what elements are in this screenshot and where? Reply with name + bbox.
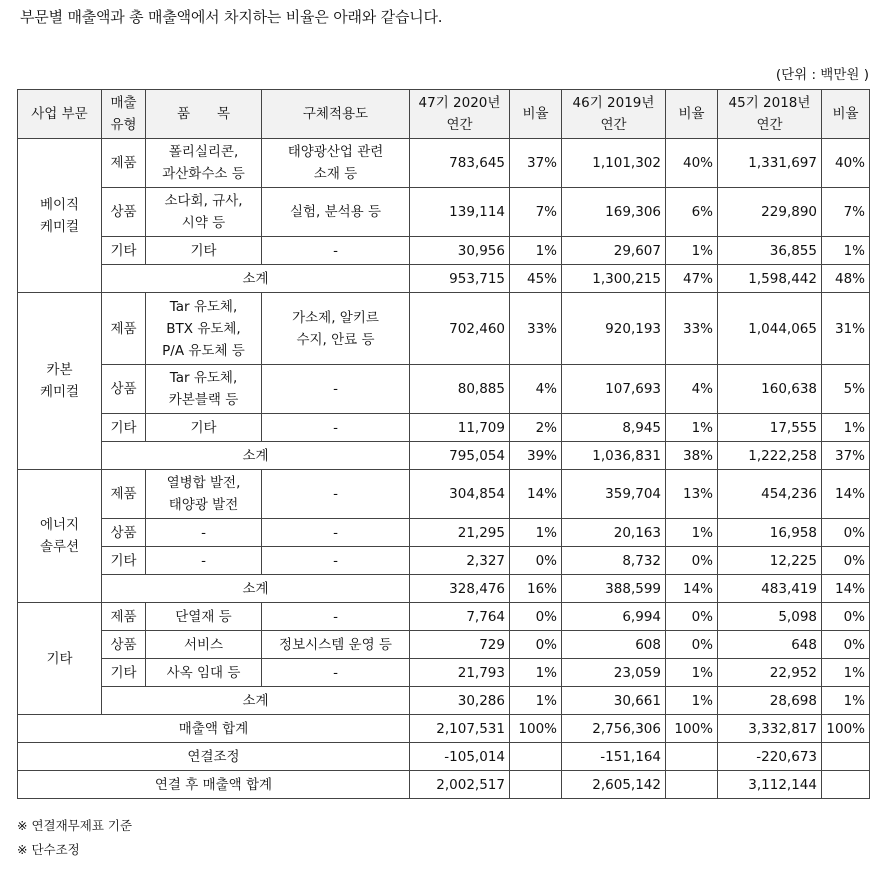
total-v2019: 2,756,306 bbox=[562, 715, 666, 743]
value-r2018: 5% bbox=[822, 365, 870, 414]
value-r2018: 14% bbox=[822, 470, 870, 519]
value-r2020: 0% bbox=[510, 603, 562, 631]
division-name: 기타 bbox=[18, 603, 102, 715]
table-row bbox=[18, 547, 870, 575]
sales-type: 제품 bbox=[102, 470, 146, 519]
subtotal-v2018: 483,419 bbox=[718, 575, 822, 603]
value-v2019: 359,704 bbox=[562, 470, 666, 519]
subtotal-v2018: 1,598,442 bbox=[718, 265, 822, 293]
value-r2018: 0% bbox=[822, 631, 870, 659]
value-r2019: 6% bbox=[666, 188, 718, 237]
subtotal-r2020: 39% bbox=[510, 442, 562, 470]
usage: 정보시스템 운영 등 bbox=[262, 631, 410, 659]
value-v2020: 2,327 bbox=[410, 547, 510, 575]
value-v2018: 22,952 bbox=[718, 659, 822, 687]
total-r2019 bbox=[666, 771, 718, 799]
value-r2020: 1% bbox=[510, 659, 562, 687]
value-v2018: 16,958 bbox=[718, 519, 822, 547]
value-r2019: 1% bbox=[666, 414, 718, 442]
total-v2018: 3,112,144 bbox=[718, 771, 822, 799]
usage: - bbox=[262, 365, 410, 414]
header-item: 품 목 bbox=[146, 90, 262, 139]
subtotal-row bbox=[18, 265, 870, 293]
value-v2019: 23,059 bbox=[562, 659, 666, 687]
sales-type: 기타 bbox=[102, 659, 146, 687]
value-r2020: 14% bbox=[510, 470, 562, 519]
header-2020: 47기 2020년 연간 bbox=[410, 90, 510, 139]
value-v2020: 7,764 bbox=[410, 603, 510, 631]
value-r2018: 0% bbox=[822, 519, 870, 547]
usage: - bbox=[262, 414, 410, 442]
value-v2018: 648 bbox=[718, 631, 822, 659]
item-name: 사옥 임대 등 bbox=[146, 659, 262, 687]
value-r2020: 1% bbox=[510, 237, 562, 265]
total-row bbox=[18, 743, 870, 771]
value-v2019: 29,607 bbox=[562, 237, 666, 265]
subtotal-row bbox=[18, 687, 870, 715]
value-r2019: 4% bbox=[666, 365, 718, 414]
item-name: - bbox=[146, 547, 262, 575]
usage: - bbox=[262, 603, 410, 631]
value-r2019: 13% bbox=[666, 470, 718, 519]
table-row bbox=[18, 293, 870, 365]
total-v2020: -105,014 bbox=[410, 743, 510, 771]
header-ratio-2018: 비율 bbox=[822, 90, 870, 139]
item-name: Tar 유도체, 카본블랙 등 bbox=[146, 365, 262, 414]
division-name: 베이직 케미컬 bbox=[18, 139, 102, 293]
header-ratio-2019: 비율 bbox=[666, 90, 718, 139]
table-row bbox=[18, 365, 870, 414]
sales-type: 상품 bbox=[102, 631, 146, 659]
item-name: 기타 bbox=[146, 237, 262, 265]
value-r2020: 0% bbox=[510, 547, 562, 575]
total-r2020 bbox=[510, 771, 562, 799]
sales-type: 상품 bbox=[102, 188, 146, 237]
total-v2020: 2,107,531 bbox=[410, 715, 510, 743]
subtotal-r2018: 1% bbox=[822, 687, 870, 715]
total-r2019 bbox=[666, 743, 718, 771]
total-row bbox=[18, 715, 870, 743]
value-r2020: 1% bbox=[510, 519, 562, 547]
item-name: 폴리실리콘, 과산화수소 등 bbox=[146, 139, 262, 188]
sales-type: 상품 bbox=[102, 365, 146, 414]
division-name: 에너지 솔루션 bbox=[18, 470, 102, 603]
table-row bbox=[18, 603, 870, 631]
subtotal-r2018: 14% bbox=[822, 575, 870, 603]
usage: - bbox=[262, 547, 410, 575]
sales-type: 제품 bbox=[102, 603, 146, 631]
subtotal-row bbox=[18, 575, 870, 603]
total-r2019: 100% bbox=[666, 715, 718, 743]
value-v2018: 17,555 bbox=[718, 414, 822, 442]
table-body bbox=[18, 139, 870, 799]
table-row bbox=[18, 519, 870, 547]
subtotal-label: 소계 bbox=[102, 265, 410, 293]
value-v2020: 11,709 bbox=[410, 414, 510, 442]
value-v2019: 1,101,302 bbox=[562, 139, 666, 188]
usage: - bbox=[262, 470, 410, 519]
value-r2018: 7% bbox=[822, 188, 870, 237]
value-v2020: 21,793 bbox=[410, 659, 510, 687]
value-r2020: 0% bbox=[510, 631, 562, 659]
division-name: 카본 케미컬 bbox=[18, 293, 102, 470]
value-v2020: 139,114 bbox=[410, 188, 510, 237]
value-r2020: 2% bbox=[510, 414, 562, 442]
total-r2018: 100% bbox=[822, 715, 870, 743]
value-v2020: 30,956 bbox=[410, 237, 510, 265]
value-r2018: 0% bbox=[822, 603, 870, 631]
value-v2019: 608 bbox=[562, 631, 666, 659]
item-name: 소다회, 규사, 시약 등 bbox=[146, 188, 262, 237]
item-name: 서비스 bbox=[146, 631, 262, 659]
subtotal-r2020: 16% bbox=[510, 575, 562, 603]
value-v2018: 5,098 bbox=[718, 603, 822, 631]
value-v2019: 8,732 bbox=[562, 547, 666, 575]
subtotal-label: 소계 bbox=[102, 687, 410, 715]
value-r2018: 1% bbox=[822, 659, 870, 687]
subtotal-v2019: 30,661 bbox=[562, 687, 666, 715]
value-r2019: 0% bbox=[666, 603, 718, 631]
value-v2019: 6,994 bbox=[562, 603, 666, 631]
value-r2020: 37% bbox=[510, 139, 562, 188]
subtotal-label: 소계 bbox=[102, 575, 410, 603]
sales-type: 기타 bbox=[102, 414, 146, 442]
usage: - bbox=[262, 237, 410, 265]
subtotal-v2020: 953,715 bbox=[410, 265, 510, 293]
sales-type: 제품 bbox=[102, 293, 146, 365]
total-v2020: 2,002,517 bbox=[410, 771, 510, 799]
value-v2020: 783,645 bbox=[410, 139, 510, 188]
header-row bbox=[18, 90, 870, 139]
total-r2018 bbox=[822, 743, 870, 771]
usage: - bbox=[262, 659, 410, 687]
value-v2020: 729 bbox=[410, 631, 510, 659]
value-r2018: 0% bbox=[822, 547, 870, 575]
subtotal-v2018: 1,222,258 bbox=[718, 442, 822, 470]
value-r2019: 33% bbox=[666, 293, 718, 365]
subtotal-v2020: 30,286 bbox=[410, 687, 510, 715]
sales-by-division-table bbox=[17, 89, 870, 799]
value-r2019: 1% bbox=[666, 519, 718, 547]
value-v2020: 304,854 bbox=[410, 470, 510, 519]
subtotal-v2020: 328,476 bbox=[410, 575, 510, 603]
note-consolidated: ※ 연결재무제표 기준 bbox=[17, 818, 133, 833]
header-sales-type: 매출 유형 bbox=[102, 90, 146, 139]
table-row bbox=[18, 237, 870, 265]
header-ratio-2020: 비율 bbox=[510, 90, 562, 139]
sales-type: 기타 bbox=[102, 547, 146, 575]
value-v2020: 80,885 bbox=[410, 365, 510, 414]
value-v2019: 920,193 bbox=[562, 293, 666, 365]
total-v2019: 2,605,142 bbox=[562, 771, 666, 799]
item-name: Tar 유도체, BTX 유도체, P/A 유도체 등 bbox=[146, 293, 262, 365]
value-r2020: 33% bbox=[510, 293, 562, 365]
table-row bbox=[18, 414, 870, 442]
value-v2018: 1,331,697 bbox=[718, 139, 822, 188]
value-r2020: 4% bbox=[510, 365, 562, 414]
table-row bbox=[18, 631, 870, 659]
total-v2019: -151,164 bbox=[562, 743, 666, 771]
table-row bbox=[18, 470, 870, 519]
value-v2019: 8,945 bbox=[562, 414, 666, 442]
usage: - bbox=[262, 519, 410, 547]
subtotal-r2020: 1% bbox=[510, 687, 562, 715]
value-v2020: 702,460 bbox=[410, 293, 510, 365]
sales-type: 상품 bbox=[102, 519, 146, 547]
usage: 가소제, 알키르 수지, 안료 등 bbox=[262, 293, 410, 365]
subtotal-r2018: 48% bbox=[822, 265, 870, 293]
item-name: 열병합 발전, 태양광 발전 bbox=[146, 470, 262, 519]
value-r2019: 0% bbox=[666, 631, 718, 659]
subtotal-r2019: 14% bbox=[666, 575, 718, 603]
subtotal-r2019: 1% bbox=[666, 687, 718, 715]
sales-type: 제품 bbox=[102, 139, 146, 188]
subtotal-r2019: 38% bbox=[666, 442, 718, 470]
subtotal-r2018: 37% bbox=[822, 442, 870, 470]
subtotal-row bbox=[18, 442, 870, 470]
subtotal-v2019: 388,599 bbox=[562, 575, 666, 603]
value-r2018: 1% bbox=[822, 414, 870, 442]
table-row bbox=[18, 139, 870, 188]
table-row bbox=[18, 659, 870, 687]
value-v2018: 36,855 bbox=[718, 237, 822, 265]
total-label: 연결조정 bbox=[18, 743, 410, 771]
value-v2018: 454,236 bbox=[718, 470, 822, 519]
subtotal-r2019: 47% bbox=[666, 265, 718, 293]
value-v2020: 21,295 bbox=[410, 519, 510, 547]
value-r2020: 7% bbox=[510, 188, 562, 237]
note-rounding: ※ 단수조정 bbox=[17, 842, 80, 857]
usage: 실험, 분석용 등 bbox=[262, 188, 410, 237]
total-row bbox=[18, 771, 870, 799]
value-r2018: 1% bbox=[822, 237, 870, 265]
subtotal-label: 소계 bbox=[102, 442, 410, 470]
subtotal-v2019: 1,036,831 bbox=[562, 442, 666, 470]
total-label: 연결 후 매출액 합계 bbox=[18, 771, 410, 799]
value-r2019: 1% bbox=[666, 659, 718, 687]
unit-label: (단위 : 백만원 ) bbox=[775, 67, 869, 83]
total-label: 매출액 합계 bbox=[18, 715, 410, 743]
total-r2020 bbox=[510, 743, 562, 771]
item-name: 단열재 등 bbox=[146, 603, 262, 631]
subtotal-v2019: 1,300,215 bbox=[562, 265, 666, 293]
value-r2018: 31% bbox=[822, 293, 870, 365]
total-v2018: -220,673 bbox=[718, 743, 822, 771]
value-v2018: 229,890 bbox=[718, 188, 822, 237]
value-v2019: 20,163 bbox=[562, 519, 666, 547]
subtotal-r2020: 45% bbox=[510, 265, 562, 293]
value-v2019: 169,306 bbox=[562, 188, 666, 237]
item-name: - bbox=[146, 519, 262, 547]
value-r2018: 40% bbox=[822, 139, 870, 188]
value-v2018: 160,638 bbox=[718, 365, 822, 414]
value-r2019: 40% bbox=[666, 139, 718, 188]
header-2018: 45기 2018년 연간 bbox=[718, 90, 822, 139]
item-name: 기타 bbox=[146, 414, 262, 442]
header-division: 사업 부문 bbox=[18, 90, 102, 139]
value-v2018: 1,044,065 bbox=[718, 293, 822, 365]
header-usage: 구체적용도 bbox=[262, 90, 410, 139]
value-r2019: 1% bbox=[666, 237, 718, 265]
total-r2018 bbox=[822, 771, 870, 799]
page-heading: 부문별 매출액과 총 매출액에서 차지하는 비율은 아래와 같습니다. bbox=[20, 8, 443, 26]
table-row bbox=[18, 188, 870, 237]
value-v2019: 107,693 bbox=[562, 365, 666, 414]
header-2019: 46기 2019년 연간 bbox=[562, 90, 666, 139]
subtotal-v2020: 795,054 bbox=[410, 442, 510, 470]
sales-type: 기타 bbox=[102, 237, 146, 265]
value-v2018: 12,225 bbox=[718, 547, 822, 575]
value-r2019: 0% bbox=[666, 547, 718, 575]
total-r2020: 100% bbox=[510, 715, 562, 743]
usage: 태양광산업 관련 소재 등 bbox=[262, 139, 410, 188]
subtotal-v2018: 28,698 bbox=[718, 687, 822, 715]
total-v2018: 3,332,817 bbox=[718, 715, 822, 743]
